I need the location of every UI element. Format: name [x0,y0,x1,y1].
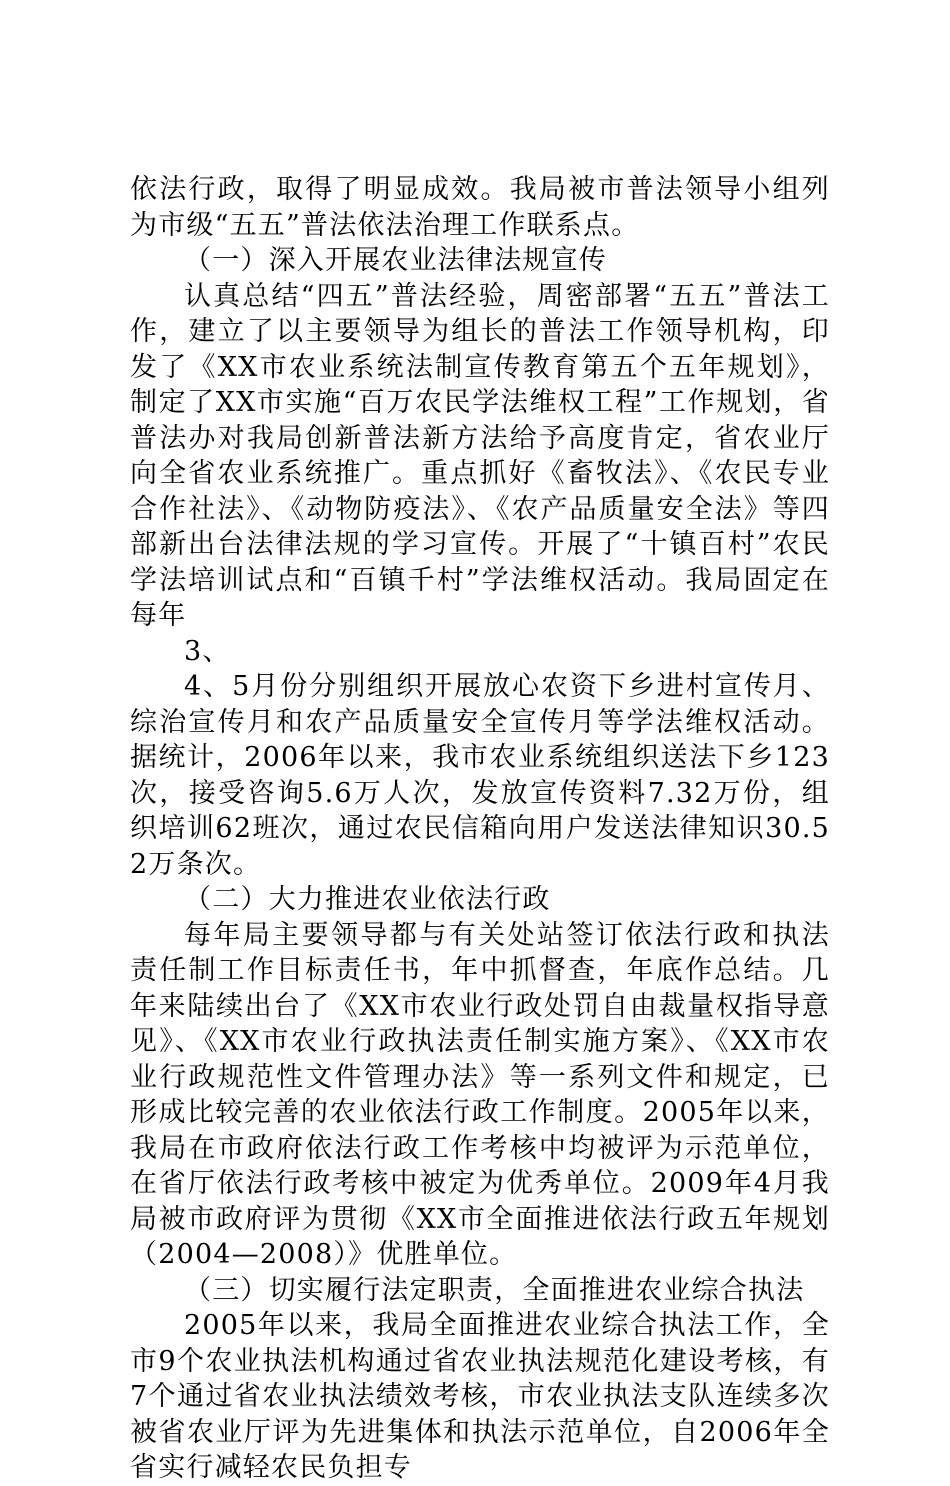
paragraph-2: 3、 [184,635,231,667]
section-heading-3: （三）切实履行法定职责，全面推进农业综合执法 [184,1274,805,1306]
paragraph-1: 认真总结“四五”普法经验，周密部署“五五”普法工作，建立了以主要领导为组长的普法工作领导机构，印发了《XX市农业系统法制宣传教育第五个五年规划》，制定了XX市实施“百万农民学法维权工程”工作规划，省普法办对我局创新普法新方法给予高度肯定，省农业厅向全省农业系统推广。重点抓好《畜牧法》、《农民专业合作社法》、《动物防疫法》、《农产品质量安全法》等四部新出台法律法规的学习宣传。开展了“十镇百村”农民学法培训试点和“百镇千村”学法维权活动。我局固定在每年 [130,280,830,631]
document-body [130,172,830,1486]
section-heading-1: （一）深入开展农业法律法规宣传 [184,245,607,276]
section-heading-2: （二）大力推进农业依法行政 [184,884,551,915]
paragraph-5: 2005年以来，我局全面推进农业综合执法工作，全市9个农业执法机构通过省农业执法规范化建设考核，有7个通过省农业执法绩效考核，市农业执法支队连续多次被省农业厅评为先进集体和执法示范单位，自2006年全省实行减轻农民负担专 [130,1310,830,1483]
paragraph-3: 4、5月份分别组织开展放心农资下乡进村宣传月、综治宣传月和农产品质量安全宣传月等学法维权活动。据统计，2006年以来，我市农业系统组织送法下乡123次，接受咨询5.6万人次，发放宣传资料7.32万份，组织培训62班次，通过农民信箱向用户发送法律知识30.52万条次。 [130,671,830,880]
paragraph-intro: 依法行政，取得了明显成效。我局被市普法领导小组列为市级“五五”普法依法治理工作联系点。 [130,174,830,241]
paragraph-4: 每年局主要领导都与有关处站签订依法行政和执法责任制工作目标责任书，年中抓督查，年底作总结。几年来陆续出台了《XX市农业行政处罚自由裁量权指导意见》、《XX市农业行政执法责任制实施方案》、《XX市农业行政规范性文件管理办法》等一系列文件和规定，已形成比较完善的农业依法行政工作制度。2005年以来，我局在市政府依法行政工作考核中均被评为示范单位，在省厅依法行政考核中被定为优秀单位。2009年4月我局被市政府评为贯彻《XX市全面推进依法行政五年规划（2004—2008）》优胜单位。 [130,919,830,1270]
